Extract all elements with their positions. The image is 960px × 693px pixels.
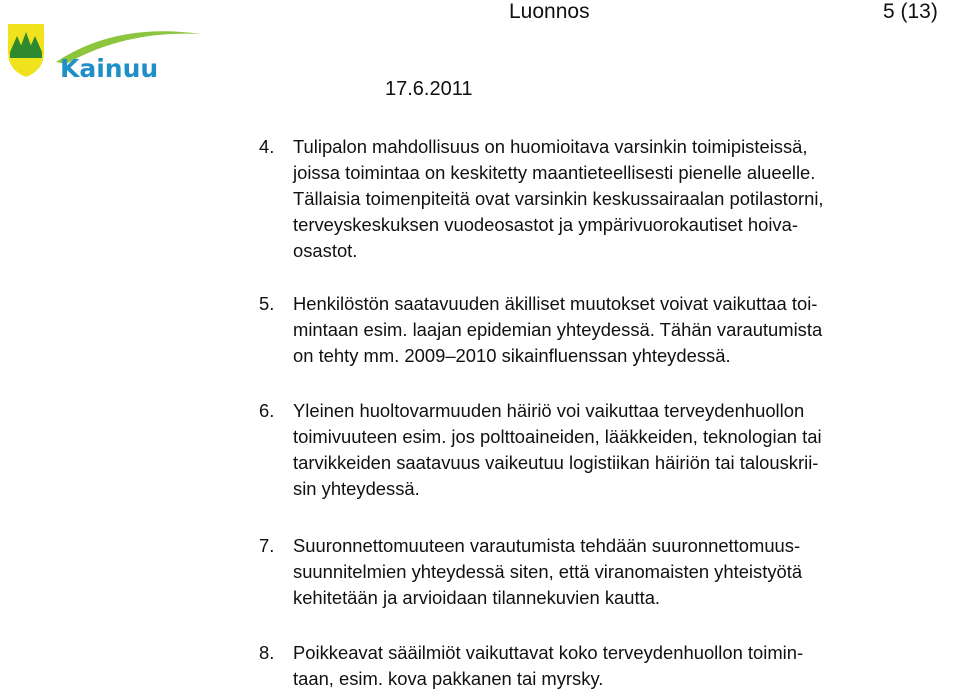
- text-line: on tehty mm. 2009–2010 sikainfluenssan yhteydessä.: [293, 345, 731, 366]
- item-number: 4.: [259, 136, 275, 157]
- text-line: taan, esim. kova pakkanen tai myrsky.: [293, 668, 604, 689]
- text-line: suunnitelmien yhteydessä siten, että viranomaisten yhteistyötä: [293, 561, 803, 582]
- list-item: [259, 640, 959, 692]
- text-line: Suuronnettomuuteen varautumista tehdään suuronnettomuus-: [293, 535, 801, 556]
- item-number: 8.: [259, 642, 275, 663]
- item-text: [293, 640, 959, 692]
- item-text: [293, 291, 959, 369]
- item-number: 7.: [259, 535, 275, 556]
- text-line: mintaan esim. laajan epidemian yhteydessä. Tähän varautumista: [293, 319, 823, 340]
- list-item: [259, 398, 959, 502]
- text-line: osastot.: [293, 240, 358, 261]
- item-text: [293, 533, 959, 611]
- item-number: 6.: [259, 400, 275, 421]
- document-date: 17.6.2011: [385, 78, 473, 100]
- page-number: 5 (13): [883, 0, 938, 23]
- kainuu-logo: [6, 22, 206, 84]
- text-line: kehitetään ja arvioidaan tilannekuvien kautta.: [293, 587, 661, 608]
- item-number: 5.: [259, 293, 275, 314]
- text-line: tarvikkeiden saatavuus vaikeutuu logistiikan häiriön tai talouskrii-: [293, 452, 819, 473]
- text-line: joissa toimintaa on keskitetty maantieteellisesti pienelle alueelle.: [293, 162, 816, 183]
- item-text: [293, 134, 959, 264]
- text-line: Yleinen huoltovarmuuden häiriö voi vaikuttaa terveydenhuollon: [293, 400, 805, 421]
- list-item: [259, 291, 959, 369]
- document-status: Luonnos: [509, 0, 590, 23]
- logo-wordmark: Kainuu: [60, 54, 159, 83]
- text-line: Poikkeavat sääilmiöt vaikuttavat koko terveydenhuollon toimin-: [293, 642, 804, 663]
- text-line: Tulipalon mahdollisuus on huomioitava varsinkin toimipisteissä,: [293, 136, 808, 157]
- list-item: [259, 533, 959, 611]
- text-line: Henkilöstön saatavuuden äkilliset muutokset voivat vaikuttaa toi-: [293, 293, 818, 314]
- text-line: toimivuuteen esim. jos polttoaineiden, lääkkeiden, teknologian tai: [293, 426, 822, 447]
- list-item: [259, 134, 959, 264]
- item-text: [293, 398, 959, 502]
- text-line: Tällaisia toimenpiteitä ovat varsinkin keskussairaalan potilastorni,: [293, 188, 824, 209]
- text-line: terveyskeskuksen vuodeosastot ja ympärivuorokautiset hoiva-: [293, 214, 798, 235]
- text-line: sin yhteydessä.: [293, 478, 420, 499]
